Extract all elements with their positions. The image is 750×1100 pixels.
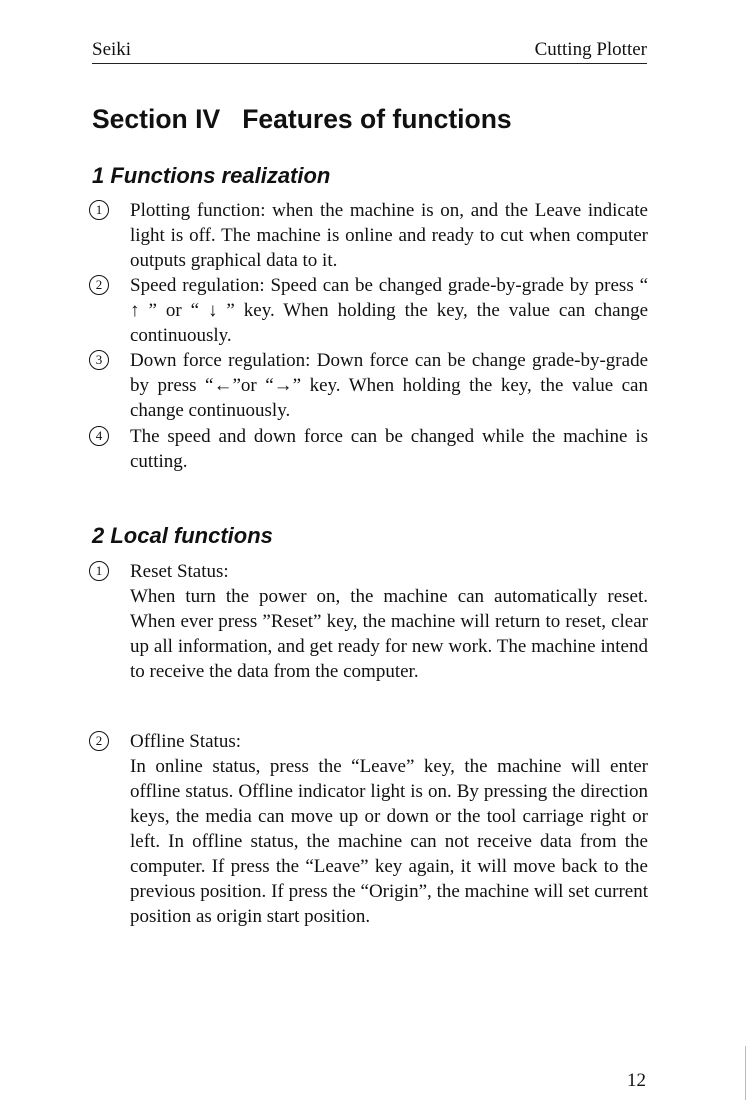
functions-realization-heading: 1 Functions realization <box>92 163 331 188</box>
item-text: Plotting function: when the machine is on, and the Leave indicate light is off. The machine is online and ready to cut when computer outputs graphical data to it. <box>130 200 648 271</box>
item-text: In online status, press the “Leave” key, the machine will enter offline status. Offline indicator light is on. By pressing the direction keys, the media can move up or down or the tool carriage right or left. In offline status, the machine can not receive data from the computer. If press the “Leave” key again, it will move back to the previous position. If press the “Origin”, the machine will set current position as origin start position. <box>130 756 648 927</box>
page-header <box>92 38 647 64</box>
section-title: Section IV Features of functions <box>92 104 512 134</box>
local-functions-item <box>89 729 649 929</box>
page-number: 12 <box>627 1070 646 1091</box>
circled-number: 1 <box>89 200 109 220</box>
item-title: Offline Status: <box>130 731 242 752</box>
circled-number: 2 <box>89 275 109 295</box>
item-text: The speed and down force can be changed while the machine is cutting. <box>130 426 648 472</box>
header-product: Cutting Plotter <box>534 39 647 60</box>
item-title: Reset Status: <box>130 561 229 582</box>
circled-number: 1 <box>89 561 109 581</box>
functions-item <box>89 424 649 474</box>
local-functions-heading: 2 Local functions <box>92 523 273 548</box>
page-edge-divider <box>745 1046 746 1100</box>
functions-item <box>89 348 649 423</box>
functions-item <box>89 198 649 273</box>
circled-number: 4 <box>89 426 109 446</box>
header-brand: Seiki <box>92 39 132 60</box>
item-text: Down force regulation: Down force can be change grade-by-grade by press “←”or “→” key. When holding the key, the value can change continuously. <box>130 350 648 421</box>
circled-number: 2 <box>89 731 109 751</box>
circled-number: 3 <box>89 350 109 370</box>
functions-item <box>89 273 649 348</box>
item-text: Speed regulation: Speed can be changed grade-by-grade by press “ ↑ ” or “ ↓ ” key. When holding the key, the value can change continuously. <box>130 275 648 346</box>
item-text: When turn the power on, the machine can automatically reset. When ever press ”Reset” key, the machine will return to reset, clear up all information, and get ready for new work. The machine intend to receive the data from the computer. <box>130 586 648 682</box>
local-functions-item <box>89 559 649 684</box>
